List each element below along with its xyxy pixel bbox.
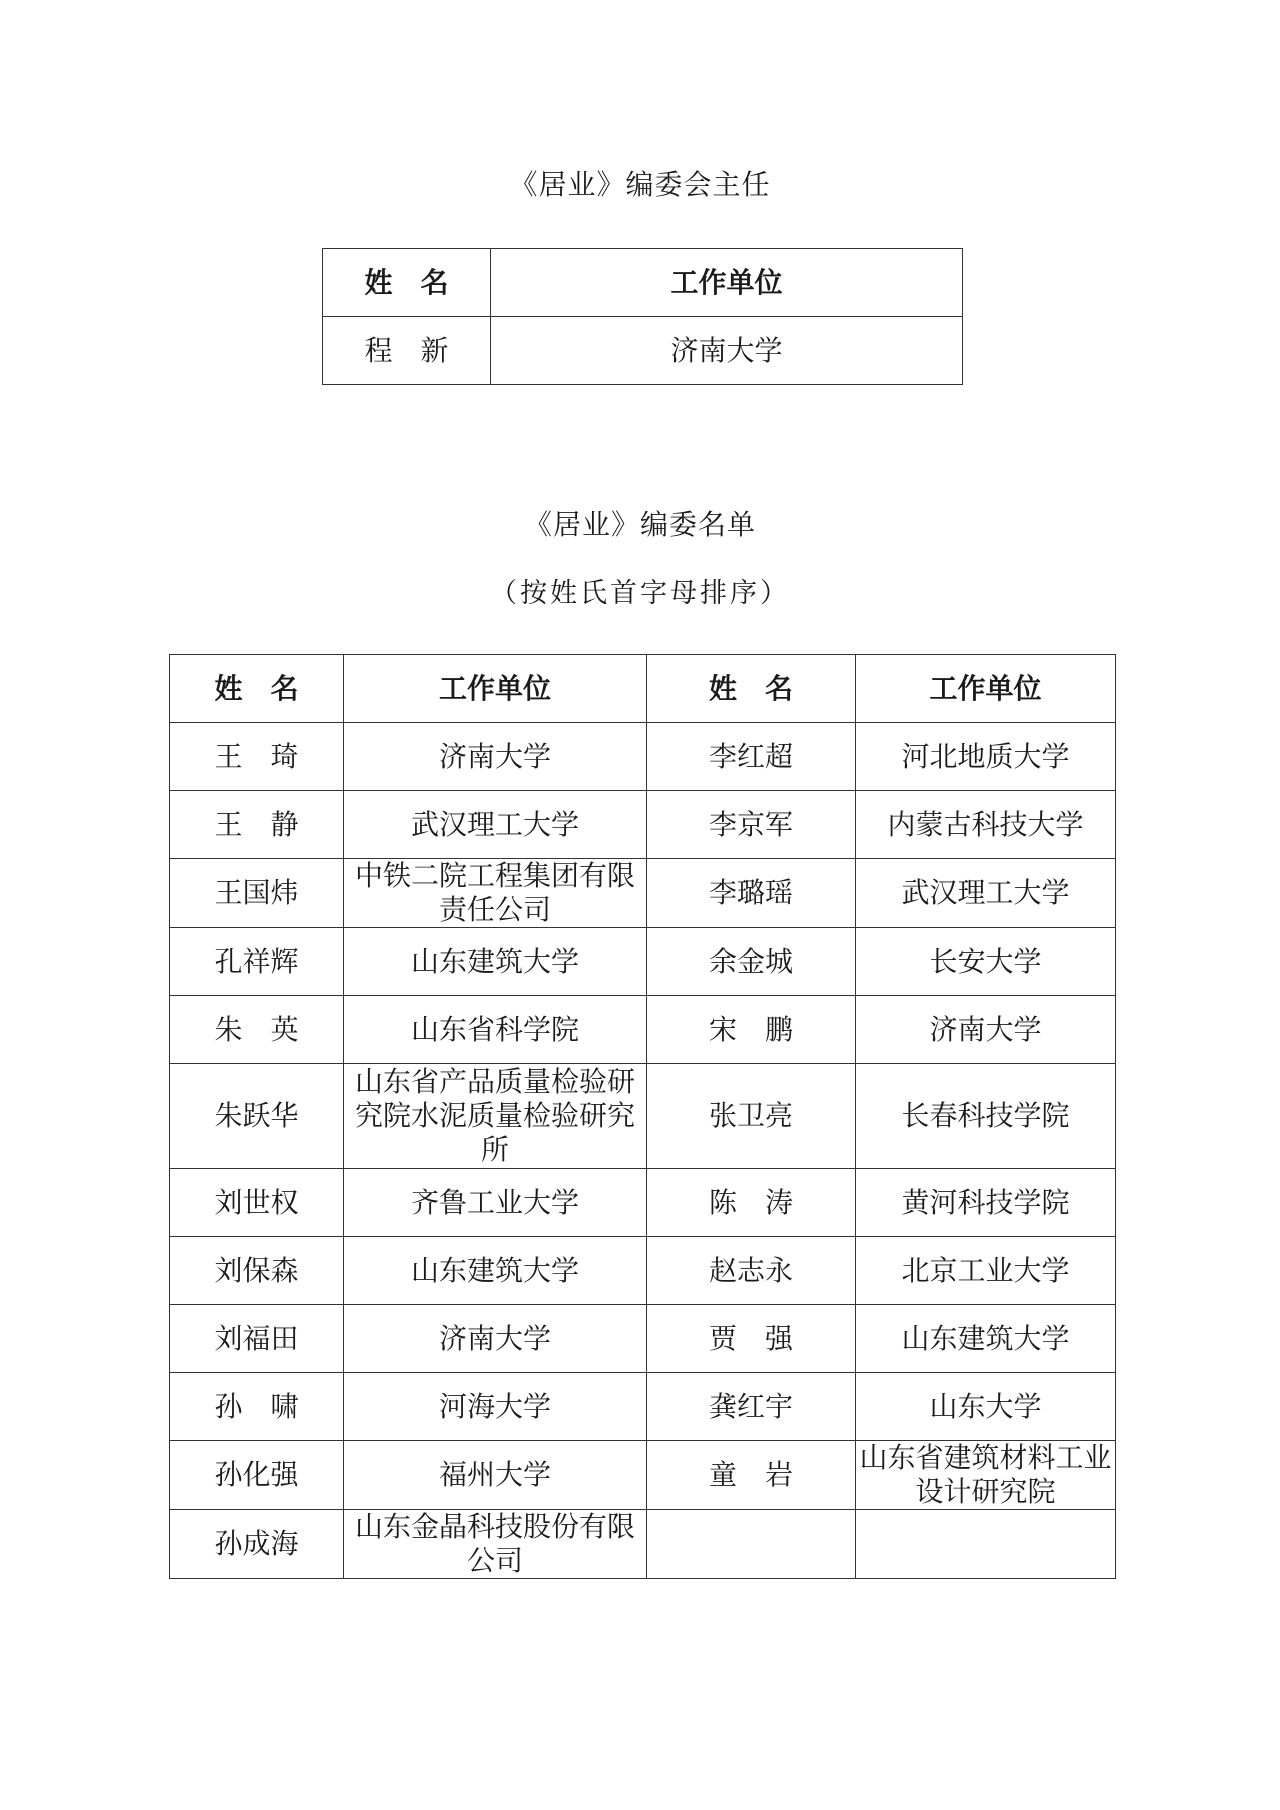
member-unit: 山东建筑大学 xyxy=(344,1237,647,1305)
table-row xyxy=(170,1441,1116,1510)
member-unit: 山东建筑大学 xyxy=(344,928,647,996)
members-section-title: 《居业》编委名单 xyxy=(523,508,756,541)
member-name: 李璐瑶 xyxy=(647,859,856,928)
member-name: 朱跃华 xyxy=(170,1064,344,1169)
member-unit: 山东省科学院 xyxy=(344,996,647,1064)
member-unit: 齐鲁工业大学 xyxy=(344,1169,647,1237)
member-unit: 黄河科技学院 xyxy=(856,1169,1116,1237)
member-unit: 济南大学 xyxy=(344,723,647,791)
chair-section-title: 《居业》编委会主任 xyxy=(509,168,771,201)
member-name xyxy=(647,1510,856,1579)
table-row xyxy=(170,1373,1116,1441)
member-unit xyxy=(856,1510,1116,1579)
member-unit: 中铁二院工程集团有限责任公司 xyxy=(344,859,647,928)
member-name: 孙化强 xyxy=(170,1441,344,1510)
member-name: 王 琦 xyxy=(170,723,344,791)
member-name: 李京军 xyxy=(647,791,856,859)
member-unit: 山东大学 xyxy=(856,1373,1116,1441)
member-unit: 内蒙古科技大学 xyxy=(856,791,1116,859)
table-row xyxy=(170,859,1116,928)
table-row xyxy=(170,1305,1116,1373)
member-name: 刘世权 xyxy=(170,1169,344,1237)
member-name: 王 静 xyxy=(170,791,344,859)
header-name: 姓 名 xyxy=(323,249,491,317)
table-header-row xyxy=(323,249,963,317)
member-unit: 长安大学 xyxy=(856,928,1116,996)
member-name: 孙 啸 xyxy=(170,1373,344,1441)
member-name: 余金城 xyxy=(647,928,856,996)
members-section-subtitle: （按姓氏首字母排序） xyxy=(490,578,790,609)
chair-table xyxy=(322,248,963,385)
header-name-1: 姓 名 xyxy=(170,655,344,723)
member-unit: 山东省产品质量检验研究院水泥质量检验研究所 xyxy=(344,1064,647,1169)
table-row xyxy=(170,996,1116,1064)
member-unit: 福州大学 xyxy=(344,1441,647,1510)
member-name: 赵志永 xyxy=(647,1237,856,1305)
member-unit: 河北地质大学 xyxy=(856,723,1116,791)
header-unit-1: 工作单位 xyxy=(344,655,647,723)
header-unit: 工作单位 xyxy=(491,249,963,317)
member-name: 贾 强 xyxy=(647,1305,856,1373)
table-row xyxy=(170,723,1116,791)
member-name: 孔祥辉 xyxy=(170,928,344,996)
chair-name: 程 新 xyxy=(323,317,491,385)
table-row xyxy=(170,1510,1116,1579)
header-name-2: 姓 名 xyxy=(647,655,856,723)
member-name: 宋 鹏 xyxy=(647,996,856,1064)
member-name: 刘保森 xyxy=(170,1237,344,1305)
table-row xyxy=(170,928,1116,996)
table-row xyxy=(170,1237,1116,1305)
header-unit-2: 工作单位 xyxy=(856,655,1116,723)
table-header-row xyxy=(170,655,1116,723)
member-name: 童 岩 xyxy=(647,1441,856,1510)
table-row xyxy=(170,1064,1116,1169)
member-unit: 河海大学 xyxy=(344,1373,647,1441)
table-row xyxy=(170,1169,1116,1237)
member-unit: 山东建筑大学 xyxy=(856,1305,1116,1373)
chair-unit: 济南大学 xyxy=(491,317,963,385)
table-row xyxy=(323,317,963,385)
member-unit: 长春科技学院 xyxy=(856,1064,1116,1169)
member-name: 朱 英 xyxy=(170,996,344,1064)
member-unit: 北京工业大学 xyxy=(856,1237,1116,1305)
member-name: 王国炜 xyxy=(170,859,344,928)
member-unit: 武汉理工大学 xyxy=(344,791,647,859)
member-name: 刘福田 xyxy=(170,1305,344,1373)
members-table xyxy=(169,654,1116,1579)
member-unit: 山东金晶科技股份有限公司 xyxy=(344,1510,647,1579)
member-name: 龚红宇 xyxy=(647,1373,856,1441)
member-name: 张卫亮 xyxy=(647,1064,856,1169)
member-unit: 山东省建筑材料工业设计研究院 xyxy=(856,1441,1116,1510)
member-unit: 济南大学 xyxy=(856,996,1116,1064)
member-unit: 武汉理工大学 xyxy=(856,859,1116,928)
table-row xyxy=(170,791,1116,859)
member-unit: 济南大学 xyxy=(344,1305,647,1373)
member-name: 陈 涛 xyxy=(647,1169,856,1237)
member-name: 孙成海 xyxy=(170,1510,344,1579)
member-name: 李红超 xyxy=(647,723,856,791)
